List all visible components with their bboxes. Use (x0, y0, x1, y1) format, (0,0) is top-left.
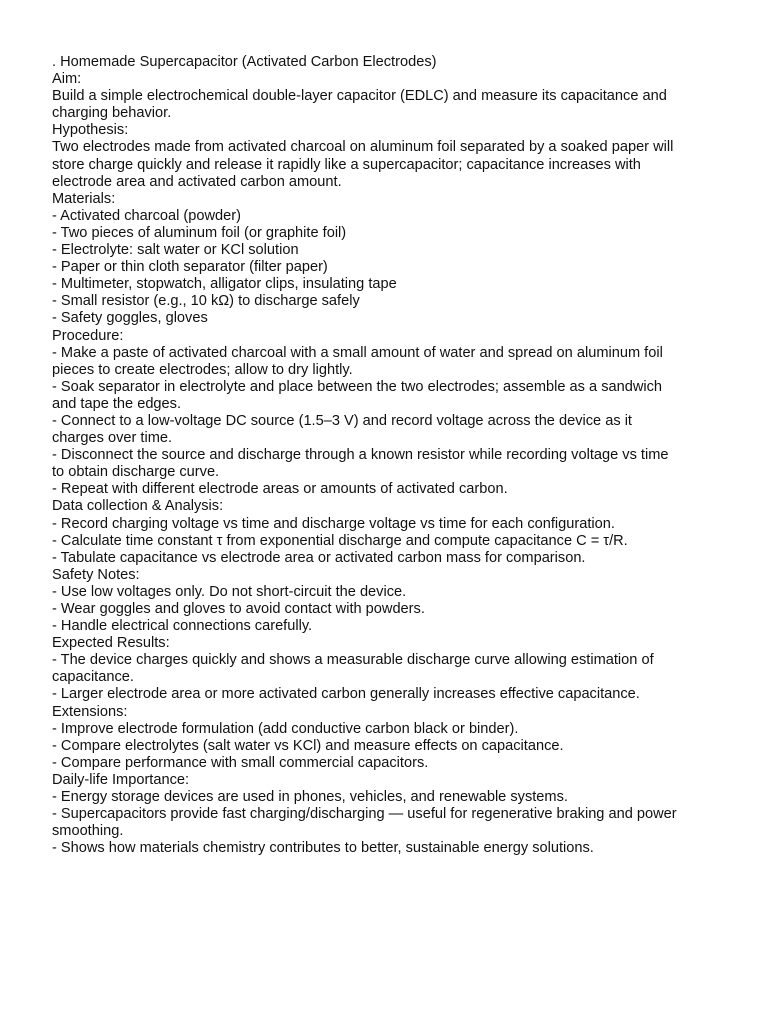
text-line: Two electrodes made from activated charcoal on aluminum foil separated by a soaked paper will (52, 139, 674, 156)
list-item: - Safety goggles, gloves (52, 310, 208, 327)
list-item: - Make a paste of activated charcoal with a small amount of water and spread on aluminum foil (52, 344, 663, 361)
list-item: - Compare electrolytes (salt water vs KCl) and measure effects on capacitance. (52, 737, 564, 754)
list-item: - Record charging voltage vs time and discharge voltage vs time for each configuration. (52, 515, 615, 532)
section-heading-hypothesis: Hypothesis: (52, 122, 129, 139)
list-item: - Tabulate capacitance vs electrode area or activated carbon mass for comparison. (52, 549, 586, 566)
list-item: - Paper or thin cloth separator (filter paper) (52, 259, 328, 276)
section-heading-data-collection: Data collection & Analysis: (52, 498, 224, 515)
document-body (52, 54, 722, 857)
list-item: - Activated charcoal (powder) (52, 207, 241, 224)
list-item: - Improve electrode formulation (add conductive carbon black or binder). (52, 720, 519, 737)
text-line: charges over time. (52, 430, 173, 447)
list-item: - Supercapacitors provide fast charging/discharging — useful for regenerative braking and power (52, 806, 677, 823)
list-item: - The device charges quickly and shows a measurable discharge curve allowing estimation of (52, 652, 654, 669)
section-heading-daily-life-importance: Daily-life Importance: (52, 771, 190, 788)
text-line: pieces to create electrodes; allow to dry lightly. (52, 361, 353, 378)
list-item: - Handle electrical connections carefully. (52, 618, 313, 635)
section-heading-expected-results: Expected Results: (52, 635, 170, 652)
list-item: - Two pieces of aluminum foil (or graphite foil) (52, 224, 347, 241)
list-item: - Compare performance with small commercial capacitors. (52, 754, 429, 771)
text-line: capacitance. (52, 669, 134, 686)
list-item: - Multimeter, stopwatch, alligator clips, insulating tape (52, 276, 397, 293)
text-line: electrode area and activated carbon amount. (52, 173, 342, 190)
list-item: - Small resistor (e.g., 10 kΩ) to discharge safely (52, 293, 360, 310)
list-item: - Shows how materials chemistry contributes to better, sustainable energy solutions. (52, 840, 594, 857)
section-heading-extensions: Extensions: (52, 703, 128, 720)
section-heading-procedure: Procedure: (52, 327, 124, 344)
document-title: . Homemade Supercapacitor (Activated Carbon Electrodes) (52, 54, 437, 70)
list-item: - Disconnect the source and discharge through a known resistor while recording voltage vs time (52, 447, 669, 464)
list-item: - Connect to a low-voltage DC source (1.5–3 V) and record voltage across the device as it (52, 412, 632, 429)
list-item: - Energy storage devices are used in phones, vehicles, and renewable systems. (52, 789, 568, 806)
list-item: - Use low voltages only. Do not short-circuit the device. (52, 583, 407, 600)
section-heading-materials: Materials: (52, 190, 116, 207)
list-item: - Electrolyte: salt water or KCl solution (52, 242, 299, 259)
section-heading-safety-notes: Safety Notes: (52, 566, 140, 583)
text-line: to obtain discharge curve. (52, 464, 220, 481)
section-heading-aim: Aim: (52, 71, 82, 88)
list-item: - Larger electrode area or more activated carbon generally increases effective capacitance. (52, 686, 640, 703)
text-line: store charge quickly and release it rapidly like a supercapacitor; capacitance increases with (52, 156, 641, 173)
text-line: and tape the edges. (52, 395, 182, 412)
text-line: Build a simple electrochemical double-layer capacitor (EDLC) and measure its capacitance and (52, 88, 667, 105)
list-item: - Repeat with different electrode areas or amounts of activated carbon. (52, 481, 508, 498)
text-line: smoothing. (52, 823, 124, 840)
text-line: charging behavior. (52, 105, 172, 122)
list-item: - Calculate time constant τ from exponential discharge and compute capacitance C = τ/R. (52, 532, 628, 549)
list-item: - Wear goggles and gloves to avoid contact with powders. (52, 601, 425, 617)
list-item: - Soak separator in electrolyte and place between the two electrodes; assemble as a sandwich (52, 378, 663, 395)
